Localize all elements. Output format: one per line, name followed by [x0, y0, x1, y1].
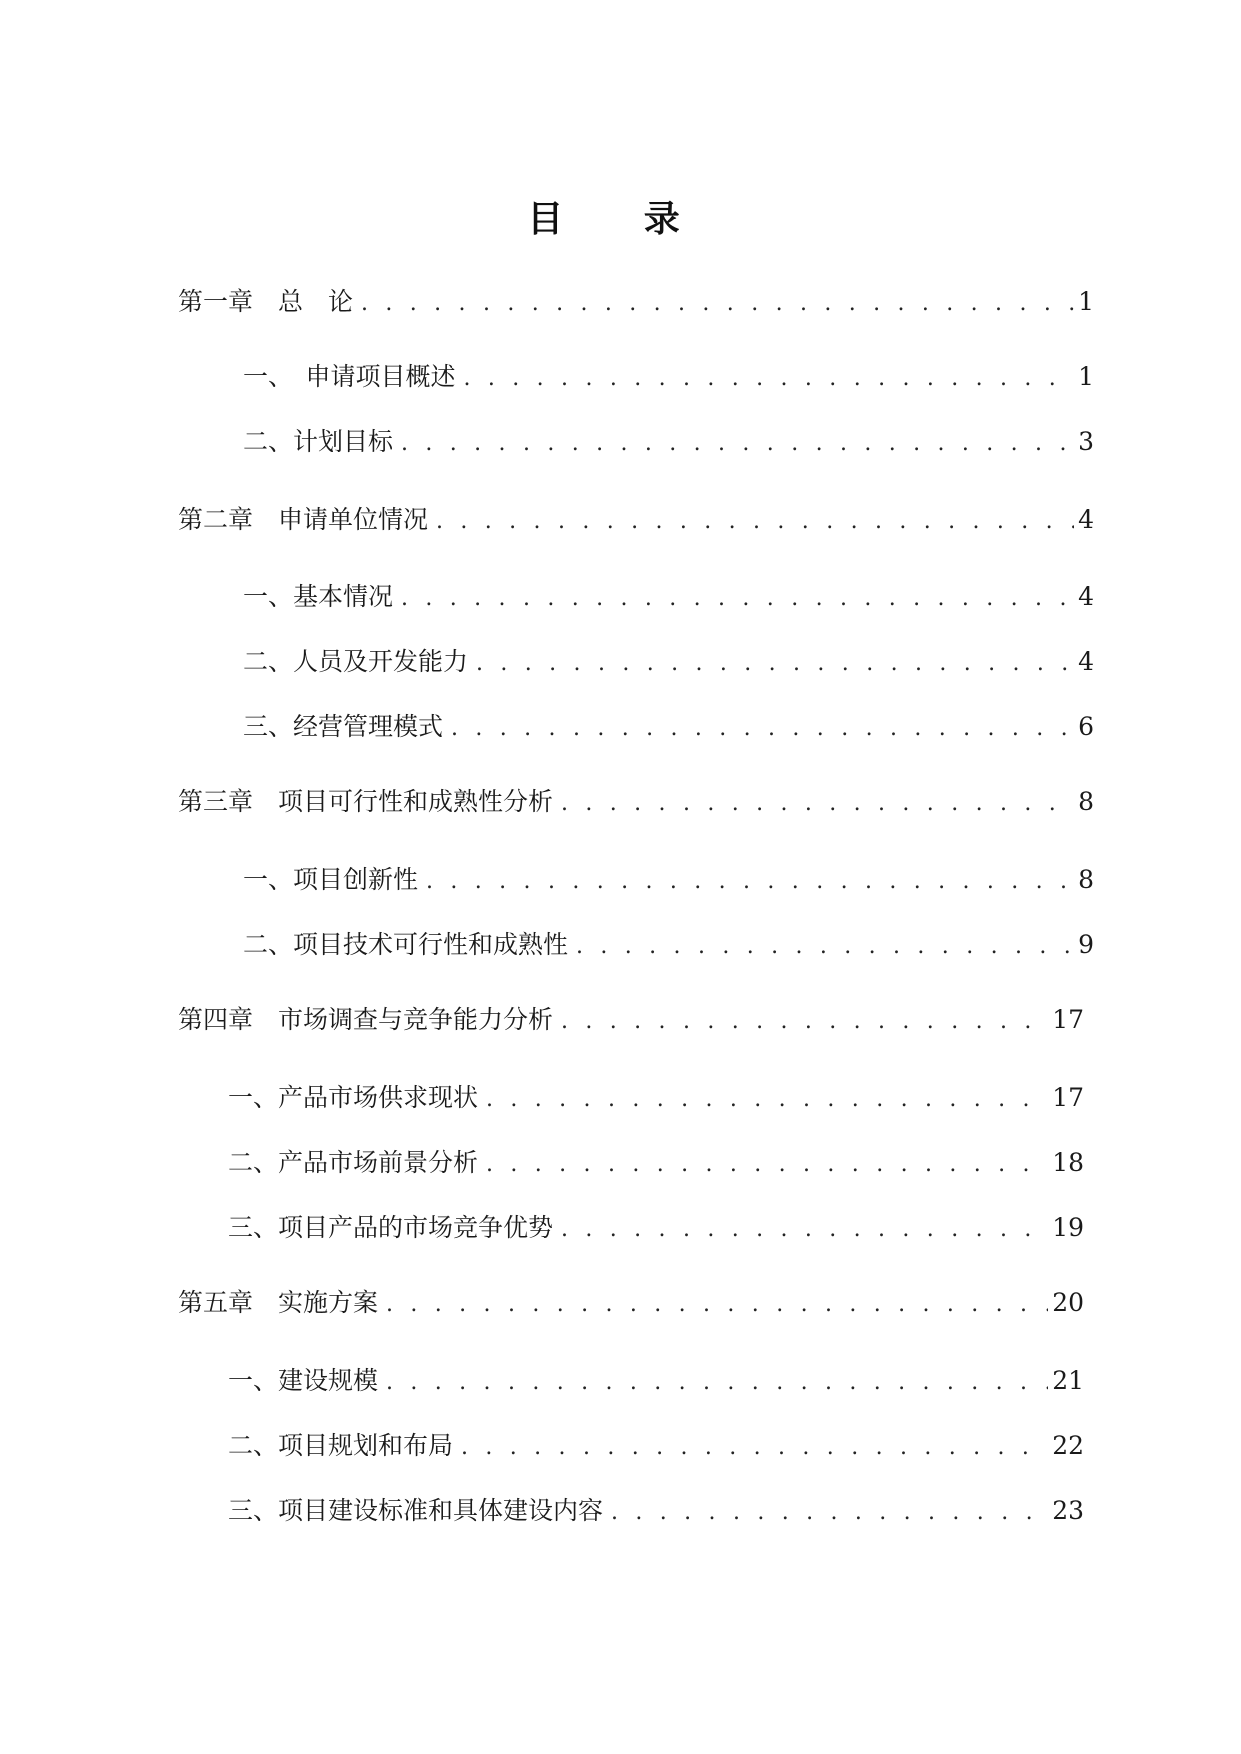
toc-entry-section[interactable] [243, 645, 1094, 679]
toc-page-number: 17 [1052, 1083, 1084, 1112]
toc-page-number: 4 [1078, 582, 1094, 611]
dot-leader [386, 1366, 1048, 1400]
toc-entry-label: 第四章 市场调查与竞争能力分析 [178, 1005, 554, 1034]
toc-page-number: 9 [1078, 930, 1094, 959]
toc-entry-label: 三、项目产品的市场竞争优势 [228, 1213, 554, 1242]
toc-entry-label: 一、基本情况 [243, 582, 394, 611]
toc-entry-chapter[interactable] [178, 503, 1094, 537]
dot-leader [476, 647, 1074, 681]
toc-entry-section[interactable] [243, 928, 1094, 962]
dot-leader [426, 865, 1074, 899]
toc-page-number: 3 [1078, 427, 1094, 456]
toc-page-number: 8 [1078, 865, 1094, 894]
toc-entry-section[interactable] [228, 1081, 1084, 1115]
toc-page-number: 6 [1078, 712, 1094, 741]
toc-entry-label: 三、项目建设标准和具体建设内容 [228, 1496, 604, 1525]
toc-entry-label: 一、建设规模 [228, 1366, 379, 1395]
dot-leader [386, 1288, 1048, 1322]
toc-page-number: 1 [1078, 287, 1094, 316]
dot-leader [611, 1496, 1048, 1530]
toc-entry-chapter[interactable] [178, 1003, 1084, 1037]
dot-leader [461, 1431, 1048, 1465]
dot-leader [401, 582, 1074, 616]
dot-leader [436, 505, 1074, 539]
toc-entry-label: 第二章 申请单位情况 [178, 505, 429, 534]
toc-entry-section[interactable] [243, 425, 1094, 459]
toc-entry-label: 二、项目规划和布局 [228, 1431, 454, 1460]
toc-entry-label: 二、计划目标 [243, 427, 394, 456]
toc-entry-chapter[interactable] [178, 285, 1094, 319]
dot-leader [486, 1148, 1048, 1182]
toc-page-number: 1 [1078, 362, 1094, 391]
toc-page-number: 4 [1078, 647, 1094, 676]
toc-page-number: 4 [1078, 505, 1094, 534]
dot-leader [361, 287, 1074, 321]
dot-leader [486, 1083, 1048, 1117]
toc-entry-chapter[interactable] [178, 785, 1094, 819]
toc-entry-chapter[interactable] [178, 1286, 1084, 1320]
toc-entry-section[interactable] [243, 360, 1094, 394]
toc-entry-section[interactable] [243, 710, 1094, 744]
toc-page-number: 8 [1078, 787, 1094, 816]
toc-entry-section[interactable] [228, 1146, 1084, 1180]
toc-entry-section[interactable] [243, 863, 1094, 897]
toc-entry-label: 二、产品市场前景分析 [228, 1148, 479, 1177]
dot-leader [401, 427, 1074, 461]
dot-leader [576, 930, 1074, 964]
toc-entry-section[interactable] [228, 1364, 1084, 1398]
toc-page-number: 19 [1052, 1213, 1084, 1242]
toc-entry-section[interactable] [228, 1211, 1084, 1245]
toc-entry-label: 第五章 实施方案 [178, 1288, 379, 1317]
dot-leader [561, 1213, 1048, 1247]
toc-entry-label: 一、产品市场供求现状 [228, 1083, 479, 1112]
toc-entry-section[interactable] [243, 580, 1094, 614]
dot-leader [464, 362, 1075, 396]
toc-page-number: 21 [1052, 1366, 1084, 1395]
toc-entry-label: 第一章 总 论 [178, 287, 354, 316]
toc-entry-label: 二、人员及开发能力 [243, 647, 469, 676]
dot-leader [561, 1005, 1048, 1039]
toc-entry-label: 一、 申请项目概述 [243, 362, 456, 391]
toc-entry-label: 一、项目创新性 [243, 865, 419, 894]
toc-page-number: 23 [1052, 1496, 1084, 1525]
toc-entry-label: 三、经营管理模式 [243, 712, 444, 741]
toc-title: 目 录 [527, 199, 714, 240]
toc-page-number: 17 [1052, 1005, 1084, 1034]
dot-leader [451, 712, 1074, 746]
toc-page-number: 22 [1052, 1431, 1084, 1460]
toc-page-number: 20 [1052, 1288, 1084, 1317]
toc-page-number: 18 [1052, 1148, 1084, 1177]
toc-entry-section[interactable] [228, 1429, 1084, 1463]
dot-leader [561, 787, 1074, 821]
toc-entry-label: 第三章 项目可行性和成熟性分析 [178, 787, 554, 816]
toc-entry-label: 二、项目技术可行性和成熟性 [243, 930, 569, 959]
toc-entry-section[interactable] [228, 1494, 1084, 1528]
